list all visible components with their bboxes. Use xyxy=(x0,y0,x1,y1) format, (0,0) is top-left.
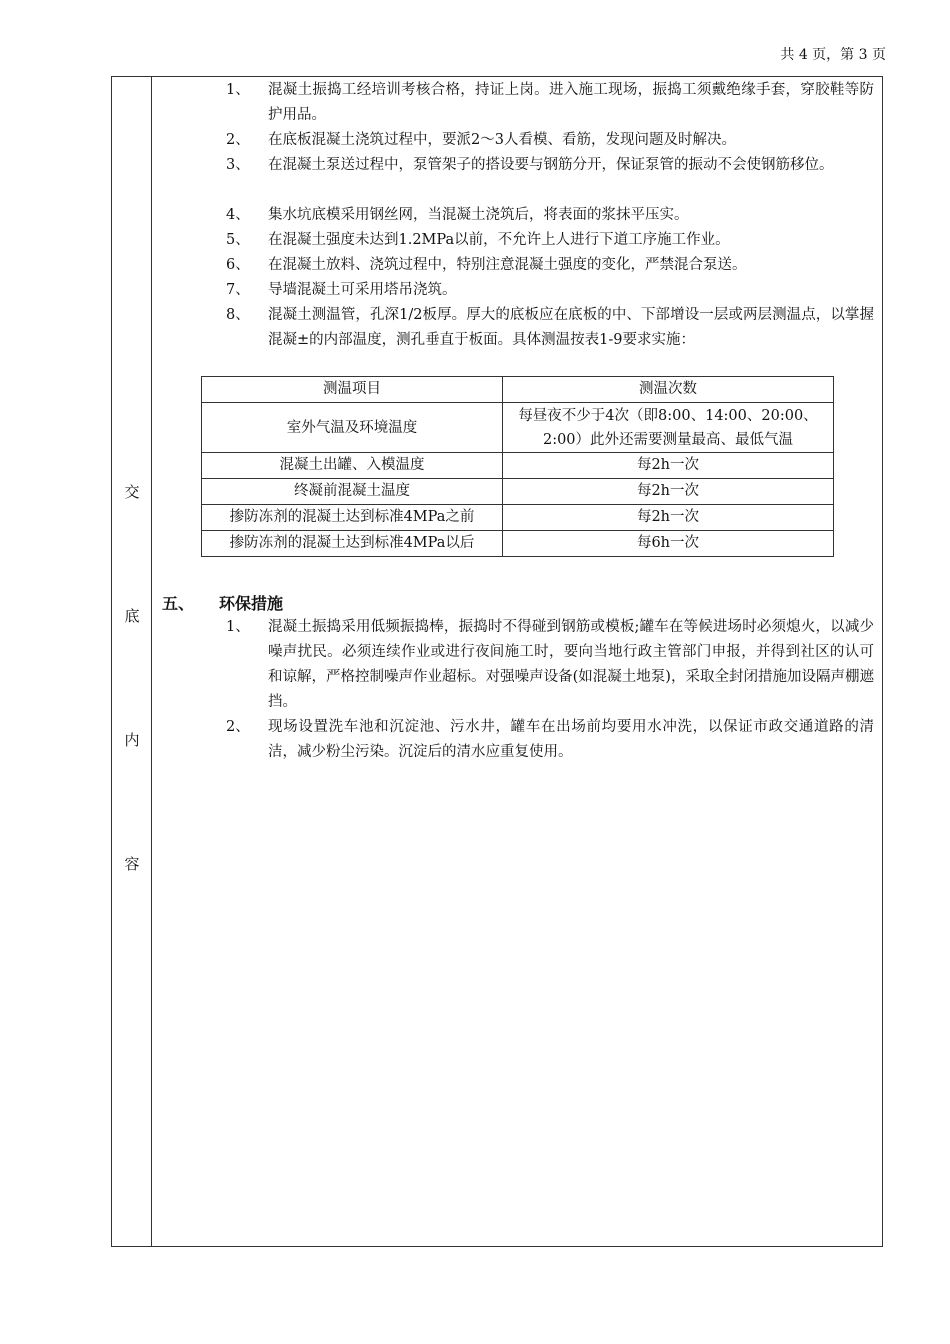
page-info: 共 4 页，第 3 页 xyxy=(780,47,886,63)
table-cell: 每6h一次 xyxy=(503,531,834,557)
table-cell: 掺防冻剂的混凝土达到标准4MPa以后 xyxy=(202,531,503,557)
table-cell: 每昼夜不少于4次（即8:00、14:00、20:00、2:00）此外还需要测量最高、最低气温 xyxy=(503,403,834,453)
label-char: 内 xyxy=(124,731,140,749)
list-item xyxy=(226,228,874,253)
item-number: 5、 xyxy=(226,232,250,248)
table-cell: 混凝土出罐、入模温度 xyxy=(202,453,503,479)
content-area xyxy=(152,77,882,1246)
label-column xyxy=(112,77,152,1246)
section-title-text: 环保措施 xyxy=(219,594,284,613)
table-row xyxy=(202,505,834,531)
table-cell: 掺防冻剂的混凝土达到标准4MPa之前 xyxy=(202,505,503,531)
list-item xyxy=(226,278,874,303)
section-number: 五、 xyxy=(162,594,195,613)
item-text: 现场设置洗车池和沉淀池、污水井，罐车在出场前均要用水冲洗，以保证市政交通道路的清洁，减少粉尘污染。沉淀后的清水应重复使用。 xyxy=(268,719,874,760)
list-item xyxy=(226,303,874,353)
table-cell: 室外气温及环境温度 xyxy=(202,403,503,453)
list-item xyxy=(226,615,874,715)
list-item xyxy=(226,253,874,278)
table-row xyxy=(202,453,834,479)
item-number: 4、 xyxy=(226,207,250,223)
item-text: 在混凝土泵送过程中，泵管架子的搭设要与钢筋分开，保证泵管的振动不会使钢筋移位。 xyxy=(268,157,834,173)
section-heading xyxy=(162,591,283,614)
item-text: 集水坑底模采用钢丝网，当混凝土浇筑后，将表面的浆抹平压实。 xyxy=(268,207,689,223)
item-number: 2、 xyxy=(226,132,250,148)
item-text: 在混凝土放料、浇筑过程中，特别注意混凝土强度的变化，严禁混合泵送。 xyxy=(268,257,747,273)
temperature-table xyxy=(201,376,834,557)
item-number: 1、 xyxy=(226,619,250,635)
table-row xyxy=(202,531,834,557)
item-text: 混凝土测温管，孔深1/2板厚。厚大的底板应在底板的中、下部增设一层或两层测温点，以掌握混凝±的内部温度，测孔垂直于板面。具体测温按表1-9要求实施： xyxy=(268,307,874,348)
item-text: 混凝土振捣工经培训考核合格，持证上岗。进入施工现场，振捣工须戴绝缘手套，穿胶鞋等防护用品。 xyxy=(268,82,874,123)
table-header-row xyxy=(202,377,834,403)
table-cell: 终凝前混凝土温度 xyxy=(202,479,503,505)
label-char: 底 xyxy=(124,607,140,625)
table-cell: 每2h一次 xyxy=(503,479,834,505)
label-char: 交 xyxy=(124,483,140,501)
table-cell: 每2h一次 xyxy=(503,505,834,531)
item-number: 3、 xyxy=(226,157,250,173)
list-item xyxy=(226,78,874,128)
table-row xyxy=(202,403,834,453)
list-item xyxy=(226,715,874,765)
table-header: 测温次数 xyxy=(503,377,834,403)
table-cell: 每2h一次 xyxy=(503,453,834,479)
item-number: 6、 xyxy=(226,257,250,273)
disclosure-form xyxy=(111,76,883,1247)
item-text: 导墙混凝土可采用塔吊浇筑。 xyxy=(268,282,457,298)
item-number: 1、 xyxy=(226,82,250,98)
item-number: 7、 xyxy=(226,282,250,298)
item-text: 在底板混凝土浇筑过程中，要派2～3人看模、看筋，发现问题及时解决。 xyxy=(268,132,736,148)
list-item xyxy=(226,203,874,228)
item-text: 在混凝土强度未达到1.2MPa以前，不允许上人进行下道工序施工作业。 xyxy=(268,232,730,248)
table-header: 测温项目 xyxy=(202,377,503,403)
item-number: 2、 xyxy=(226,719,250,735)
table-row xyxy=(202,479,834,505)
label-char: 容 xyxy=(124,855,140,873)
item-text: 混凝土振捣采用低频振捣棒，振捣时不得碰到钢筋或模板;罐车在等候进场时必须熄火，以减少噪声扰民。必须连续作业或进行夜间施工时，要向当地行政主管部门申报，并得到社区的认可和谅解，严格控制噪声作业超标。对强噪声设备(如混凝土地泵)，采取全封闭措施加设隔声棚遮挡。 xyxy=(268,619,874,710)
item-number: 8、 xyxy=(226,307,250,323)
list-item xyxy=(226,153,874,178)
list-item xyxy=(226,128,874,153)
